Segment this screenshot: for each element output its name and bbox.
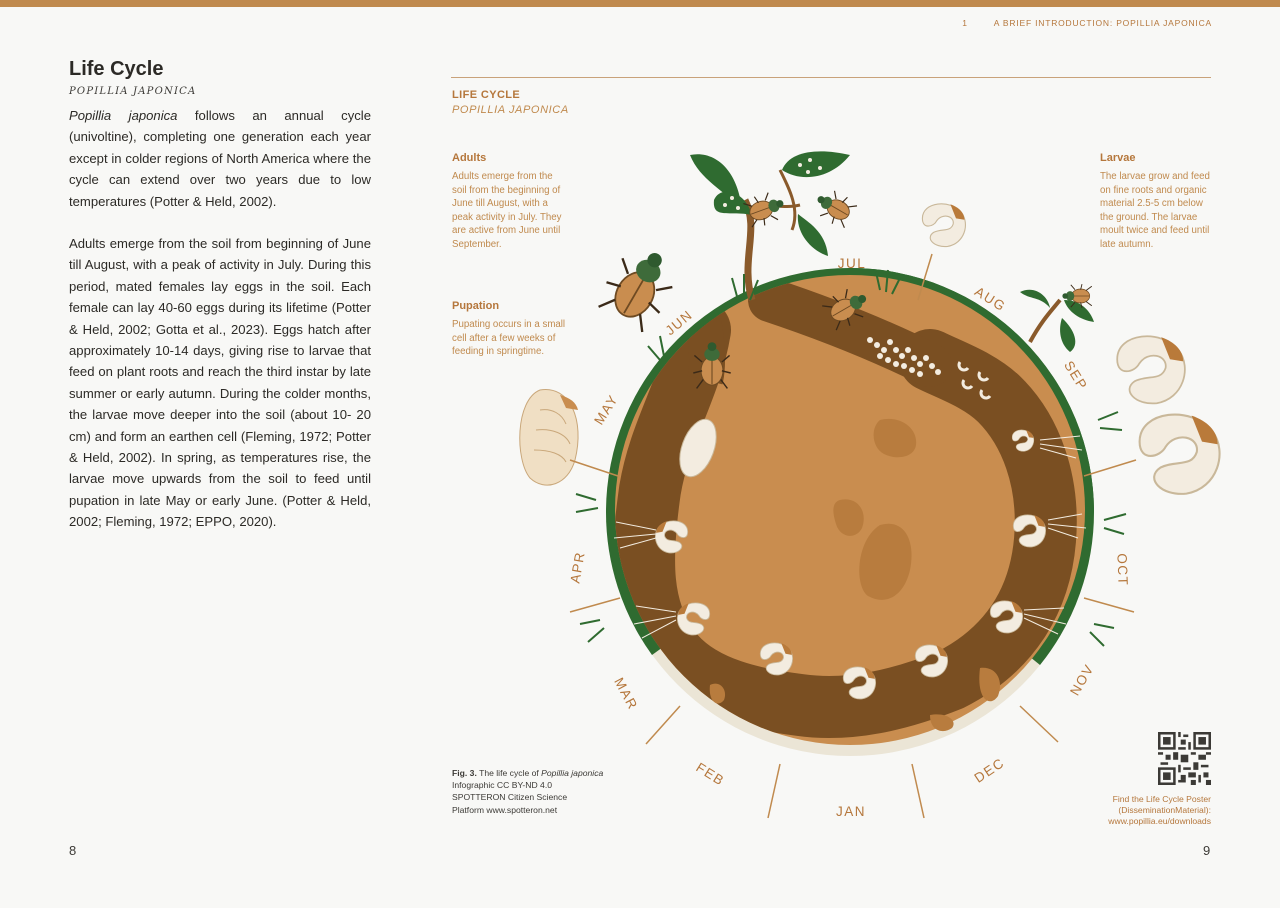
month-feb: FEB <box>693 759 728 789</box>
caption-website: Platform www.spotteron.net <box>452 804 558 815</box>
qr-code[interactable] <box>1158 732 1211 785</box>
month-apr: APR <box>567 550 588 585</box>
month-jul: JUL <box>837 256 867 271</box>
month-nov: NOV <box>1067 661 1098 699</box>
intro-paragraph-text: follows an annual cycle (univoltine), completing one generation each year except in colder regions of North America where the cycle can extend over two years due to low temperatures (Potter & Held, 2002). <box>69 108 371 209</box>
poster-line-1: Find the Life Cycle Poster <box>1112 794 1211 804</box>
month-jun: JUN <box>662 306 696 339</box>
pupation-note: Pupating occurs in a small cell after a few weeks of feeding in springtime. <box>452 319 566 358</box>
month-may: MAY <box>591 391 622 428</box>
pupa-figure <box>520 390 578 486</box>
figure-title: LIFE CYCLE <box>452 89 521 101</box>
poster-download-note <box>1060 794 1211 828</box>
month-sep: SEP <box>1061 358 1091 393</box>
header-page-ref: 1 <box>962 18 968 28</box>
caption-label: Fig. 3. <box>452 768 477 778</box>
pupation-heading: Pupation <box>452 300 500 312</box>
poster-link[interactable]: www.popillia.eu/downloads <box>1108 816 1211 827</box>
page-number-left: 8 <box>69 843 77 858</box>
larvae-heading: Larvae <box>1100 152 1136 164</box>
page-subtitle: POPILLIA JAPONICA <box>69 86 197 97</box>
month-jan: JAN <box>835 804 867 819</box>
page-number-right: 9 <box>1203 843 1211 858</box>
poster-line-2: (DisseminationMaterial): <box>1118 805 1211 816</box>
caption-credit: SPOTTERON Citizen Science <box>452 792 568 803</box>
caption-license: Infographic CC BY-ND 4.0 <box>452 780 552 791</box>
figure-caption <box>452 767 612 816</box>
adults-heading: Adults <box>452 152 487 164</box>
caption-species: Popillia japonica <box>541 768 604 778</box>
month-oct: OCT <box>1114 553 1131 587</box>
month-aug: AUG <box>972 283 1009 315</box>
caption-text: The life cycle of <box>476 768 542 778</box>
page-title: Life Cycle <box>69 58 164 80</box>
figure-subtitle: POPILLIA JAPONICA <box>452 104 569 116</box>
header-section-title: A BRIEF INTRODUCTION: POPILLIA JAPONICA <box>993 18 1212 28</box>
month-mar: MAR <box>611 675 641 713</box>
adults-paragraph: Adults emerge from the soil from beginning of June till August, with a peak of activity in July. During this period, mated females lay eggs in the soil. Each female can lay 40-60 eggs during its lifetime (Potter & Held, 2002; Gotta et al., 2023). Eggs hatch after approximately 10-14 days, giving rise to larvae that feed on plant roots and reach the third instar by late summer or early autumn. During the colder months, the larvae move deeper into the soil (about 10- 20 cm) and form an earthen cell (Fleming, 1972; Potter & Held, 2002). In spring, as temperatures rise, the larvae move upwards from the soil to feed until pupation in late May or early June. (Potter & Held, 2002; Fleming, 1972; EPPO, 2020). <box>69 236 371 530</box>
larvae-note: The larvae grow and feed on fine roots and organic material 2.5-5 cm below the ground. The larvae moult twice and feed until late autumn. <box>1100 171 1210 250</box>
species-name: Popillia japonica <box>69 108 178 123</box>
adults-note: Adults emerge from the soil from the beginning of June till August, with a peak activity in July. They are active from June until September. <box>452 171 562 250</box>
month-dec: DEC <box>971 754 1008 786</box>
